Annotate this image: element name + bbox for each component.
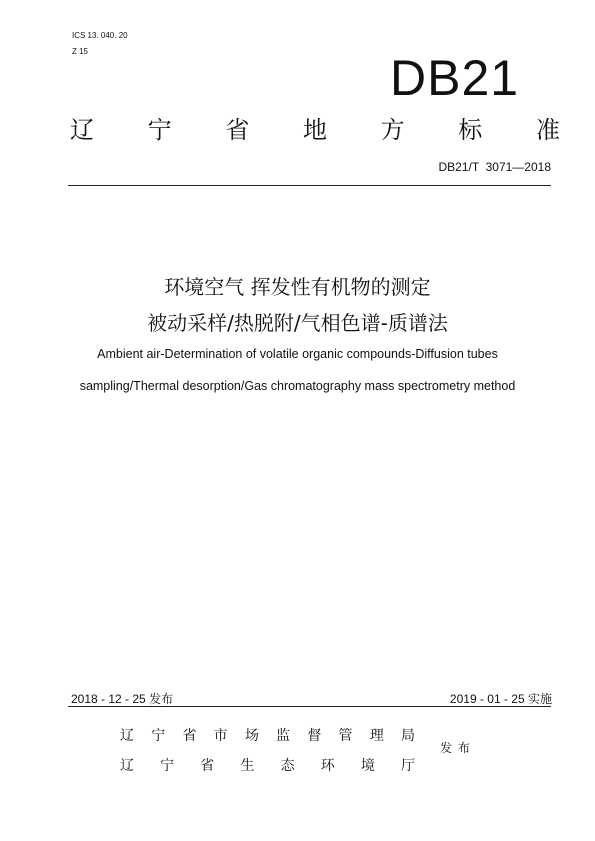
issuer-line2 [120,757,415,775]
issuer-char: 宁 [151,728,166,744]
issuer-char: 宁 [160,758,175,774]
standard-type [70,116,560,144]
issuer-char: 省 [182,728,197,744]
issuer-char: 场 [244,728,259,744]
title-cn-line2: 被动采样/热脱附/气相色谱-质谱法 [147,311,448,335]
publish-label: 发布 [149,692,174,706]
title-en-line1: Ambient air-Determination of volatile organic compounds-Diffusion tubes [97,347,498,361]
publish-date-value: 2018 - 12 - 25 [71,692,150,706]
title-en-line2: sampling/Thermal desorption/Gas chromatography mass spectrometry method [79,379,516,393]
issuer-char: 环 [320,758,335,774]
ccs-code: Z 15 [72,47,89,56]
issuer-char: 督 [307,728,322,744]
issuer-char: 管 [338,728,353,744]
issuer-char: 辽 [120,758,134,774]
issuer-line1 [120,727,415,745]
issuer-char: 局 [400,728,415,744]
top-divider [68,185,551,186]
issue-label: 发布 [440,741,477,755]
title-cn-line1: 环境空气 挥发性有机物的测定 [164,275,431,299]
issuer-char: 省 [200,758,215,774]
implement-date-value: 2019 - 01 - 25 [449,692,528,706]
ics-code: ICS 13. 040. 20 [72,31,128,40]
standard-type-char: 宁 [147,116,172,144]
issuer-char: 境 [360,758,375,774]
issuer-char: 辽 [120,728,134,744]
issuer-char: 市 [213,728,228,744]
issuer-char: 生 [240,758,255,774]
standard-type-char: 地 [302,116,327,144]
standard-type-char: 省 [225,116,250,144]
standard-type-char: 准 [535,116,560,144]
bottom-divider [68,706,551,707]
standard-type-char: 辽 [70,116,94,144]
standard-type-char: 标 [458,116,483,144]
issuer-char: 理 [369,728,384,744]
publish-date [71,690,173,707]
standard-logo: DB21 [390,50,520,106]
standard-number: DB21/T 3071—2018 [438,160,551,174]
implement-label: 实施 [527,692,552,706]
issuer-char: 态 [280,758,295,774]
implement-date [450,690,552,707]
issuer-char: 厅 [400,758,415,774]
standard-type-char: 方 [380,116,405,144]
issuer-char: 监 [276,728,291,744]
